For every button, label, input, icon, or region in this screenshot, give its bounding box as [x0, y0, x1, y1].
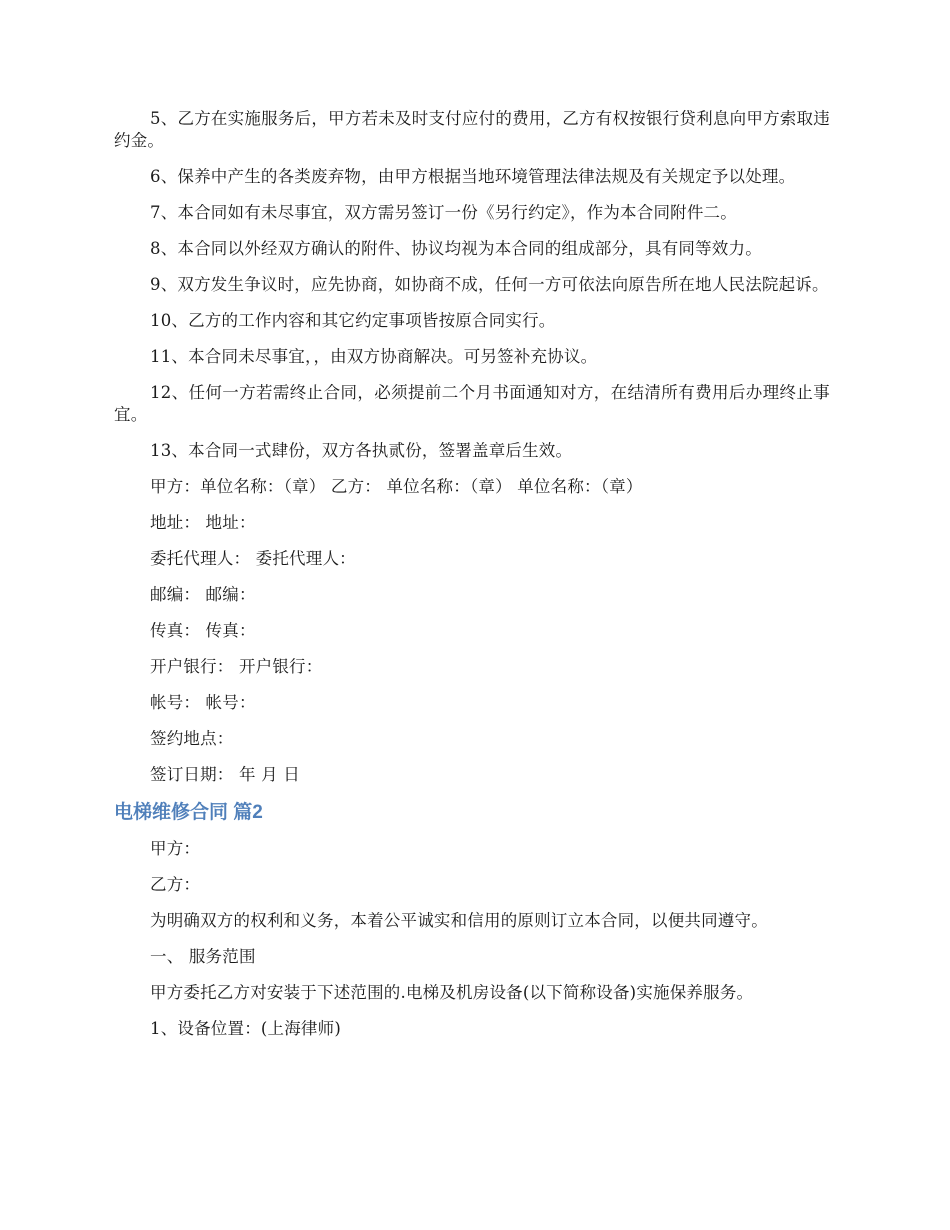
clause-12: 12、任何一方若需终止合同，必须提前二个月书面通知对方，在结清所有费用后办理终止事宜。	[114, 383, 830, 424]
clause-8: 8、本合同以外经双方确认的附件、协议均视为本合同的组成部分，具有同等效力。	[150, 239, 762, 258]
signature-address: 地址： 地址：	[150, 513, 256, 532]
signature-party-names: 甲方：单位名称：（章） 乙方： 单位名称：（章） 单位名称：（章）	[150, 477, 643, 496]
clause-13: 13、本合同一式肆份，双方各执贰份，签署盖章后生效。	[150, 441, 573, 460]
intro-paragraph: 为明确双方的权利和义务，本着公平诚实和信用的原则订立本合同，以便共同遵守。	[150, 911, 768, 930]
signature-fax: 传真： 传真：	[150, 621, 256, 640]
clause-9: 9、双方发生争议时，应先协商，如协商不成，任何一方可依法向原告所在地人民法院起诉。	[150, 275, 829, 294]
section-heading: 电梯维修合同 篇2	[114, 802, 263, 823]
service-scope-title: 一、 服务范围	[150, 947, 256, 966]
clause-6: 6、保养中产生的各类废弃物，由甲方根据当地环境管理法律法规及有关规定予以处理。	[150, 167, 796, 186]
clause-7: 7、本合同如有未尽事宜，双方需另签订一份《另行约定》，作为本合同附件二。	[150, 203, 737, 222]
signature-account: 帐号： 帐号：	[150, 693, 256, 712]
signature-bank: 开户银行： 开户银行：	[150, 657, 323, 676]
service-scope-text: 甲方委托乙方对安装于下述范围的.电梯及机房设备(以下简称设备)实施保养服务。	[150, 983, 754, 1002]
clause-11: 11、本合同未尽事宜，，由双方协商解决。可另签补充协议。	[150, 347, 598, 366]
signature-agent: 委托代理人： 委托代理人：	[150, 549, 356, 568]
signature-location: 签约地点：	[150, 729, 234, 748]
document-body	[114, 108, 830, 1054]
signature-postcode: 邮编： 邮编：	[150, 585, 256, 604]
clause-10: 10、乙方的工作内容和其它约定事项皆按原合同实行。	[150, 311, 556, 330]
party-a-label: 甲方：	[150, 839, 201, 858]
signature-date: 签订日期： 年 月 日	[150, 765, 300, 784]
party-b-label: 乙方：	[150, 875, 201, 894]
equipment-location-item: 1、设备位置：(上海律师)	[150, 1019, 341, 1038]
clause-5: 5、乙方在实施服务后，甲方若未及时支付应付的费用，乙方有权按银行贷利息向甲方索取违约金。	[114, 109, 830, 150]
